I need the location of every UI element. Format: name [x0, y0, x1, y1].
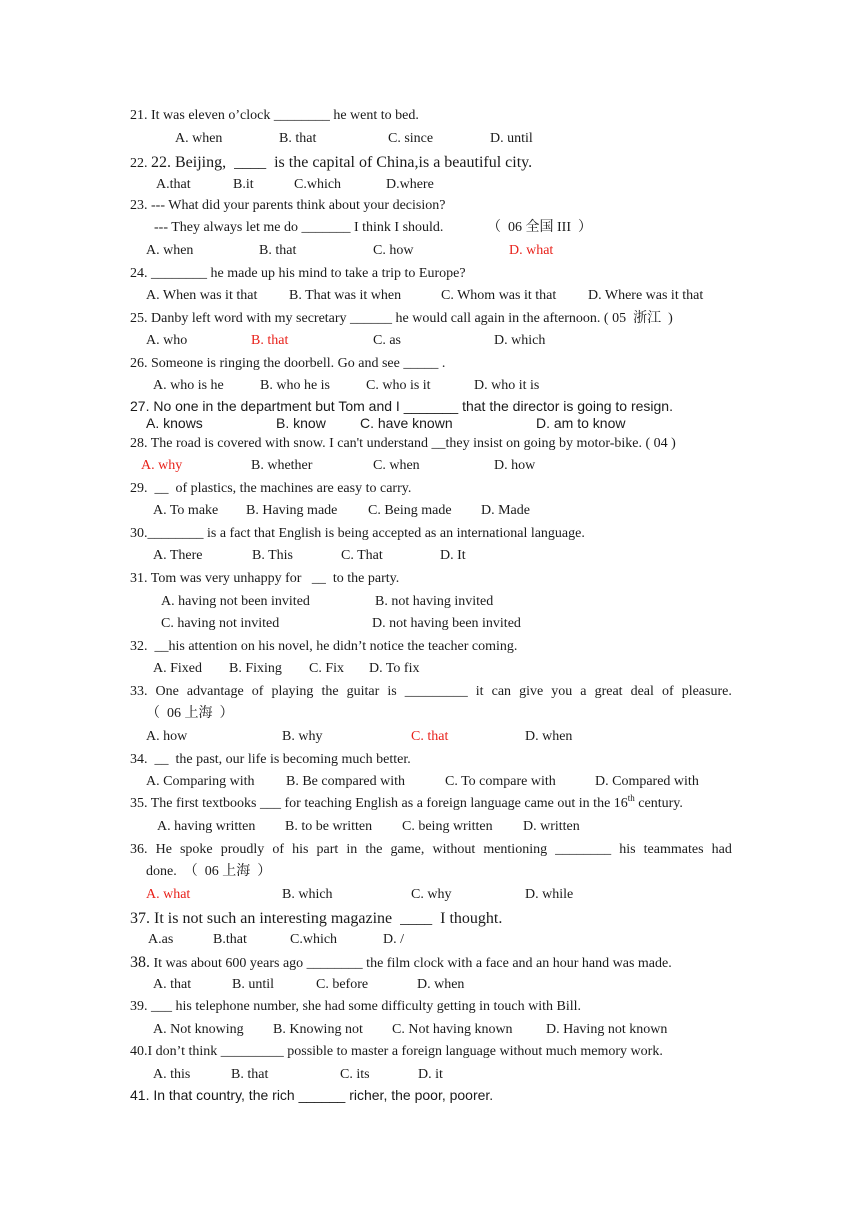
q24-option-a: A. When was it that: [146, 288, 258, 303]
question-37: 37. It is not such an interesting magazine ____ I thought.: [130, 910, 503, 927]
q33-option-b: B. why: [282, 729, 323, 744]
q35-stem: 35. The first textbooks ___ for teaching English as a foreign language came out in the 16: [130, 796, 628, 811]
q36-word: teammates: [643, 842, 704, 857]
q30-option-a: A. There: [153, 548, 203, 563]
q36-word: had: [711, 842, 732, 857]
q21-option-a: A. when: [175, 131, 223, 146]
question-24: 24. ________ he made up his mind to take a trip to Europe?: [130, 266, 466, 281]
q36-option-d: D. while: [525, 887, 574, 902]
q35-superscript: th: [627, 793, 635, 803]
q23-option-c: C. how: [373, 243, 414, 258]
q38-option-c: C. before: [316, 977, 369, 992]
q36-word: 36.: [130, 842, 148, 857]
question-38: [130, 955, 672, 971]
q22-stem: 22. Beijing, ____ is the capital of China,is a beautiful city.: [151, 154, 533, 171]
q33-word: 33.: [130, 684, 148, 699]
q32-option-d: D. To fix: [369, 661, 420, 676]
question-22: 22. 22. Beijing, ____ is the capital of China,is a beautiful city.: [130, 154, 533, 171]
q39-option-d: D. Having not known: [546, 1022, 668, 1037]
question-23: 23. --- What did your parents think about your decision?: [130, 198, 446, 213]
q30-option-b: B. This: [252, 548, 293, 563]
q24-option-b: B. That was it when: [289, 288, 402, 303]
q33-word: is: [387, 684, 397, 699]
q39-option-b: B. Knowing not: [273, 1022, 363, 1037]
q33-word: of: [251, 684, 264, 699]
question-23-line2: --- They always let me do _______ I think I should.: [154, 220, 444, 235]
q27-option-c: C. have known: [360, 415, 453, 431]
question-25: 25. Danby left word with my secretary ______ he would call again in the afternoon. ( 05 浙江 ): [130, 311, 673, 326]
q33-word: great: [594, 684, 623, 699]
q39-option-c: C. Not having known: [392, 1022, 513, 1037]
q38-option-b: B. until: [232, 977, 275, 992]
question-30: 30.________ is a fact that English is being accepted as an international language.: [130, 526, 585, 541]
q40-option-b: B. that: [231, 1067, 269, 1082]
q36-word: without: [432, 842, 476, 857]
q32-option-c: C. Fix: [309, 661, 345, 676]
q35-option-a: A. having written: [157, 819, 256, 834]
q36-word: proudly: [220, 842, 265, 857]
question-21: 21. It was eleven o’clock ________ he went to bed.: [130, 108, 419, 123]
q24-option-c: C. Whom was it that: [441, 288, 557, 303]
q33-option-a: A. how: [146, 729, 188, 744]
q35-option-c: C. being written: [402, 819, 493, 834]
q21-option-b: B. that: [279, 131, 317, 146]
q36-word: game,: [390, 842, 425, 857]
q36-word: spoke: [179, 842, 213, 857]
q26-option-d: D. who it is: [474, 378, 540, 393]
q36-word: in: [346, 842, 358, 857]
q36-word: his: [619, 842, 636, 857]
q31-option-b: B. not having invited: [375, 594, 494, 609]
q38-stem: It was about 600 years ago ________ the film clock with a face and an hour hand was made.: [150, 956, 672, 971]
q27-option-d: D. am to know: [536, 415, 626, 431]
q40-option-c: C. its: [340, 1067, 370, 1082]
q33-option-d: D. when: [525, 729, 573, 744]
q27-option-a: A. knows: [146, 415, 203, 431]
q22-option-b: B.it: [233, 177, 254, 192]
q33-word: it: [475, 684, 484, 699]
question-39: 39. ___ his telephone number, she had some difficulty getting in touch with Bill.: [130, 999, 582, 1014]
q36-option-a-answer: A. what: [146, 887, 191, 902]
q33-word: guitar: [346, 684, 380, 699]
q28-option-a-answer: A. why: [141, 458, 183, 473]
question-40: 40.I don’t think _________ possible to master a foreign language without much memory work.: [130, 1044, 663, 1059]
q33-word: you: [551, 684, 573, 699]
question-33: [130, 685, 732, 699]
q33-word: a: [580, 684, 587, 699]
q22-option-a: A.that: [156, 177, 191, 192]
q25-option-d: D. which: [494, 333, 546, 348]
q30-option-c: C. That: [341, 548, 383, 563]
q26-option-b: B. who he is: [260, 378, 330, 393]
q31-option-a: A. having not been invited: [161, 594, 310, 609]
q32-option-b: B. Fixing: [229, 661, 282, 676]
q21-option-c: C. since: [388, 131, 434, 146]
q36-word: He: [155, 842, 172, 857]
q26-option-c: C. who is it: [366, 378, 431, 393]
q28-option-d: D. how: [494, 458, 536, 473]
q25-option-a: A. who: [146, 333, 188, 348]
q36-word: the: [365, 842, 383, 857]
question-26: 26. Someone is ringing the doorbell. Go and see _____ .: [130, 356, 446, 371]
question-36: [130, 843, 732, 857]
question-28: 28. The road is covered with snow. I can't understand __they insist on going by motor-bike. ( 04 ): [130, 436, 676, 451]
question-36-line2: done. （ 06 上海 ）: [146, 864, 272, 879]
q40-option-a: A. this: [153, 1067, 191, 1082]
question-29: 29. __ of plastics, the machines are easy to carry.: [130, 481, 412, 496]
q36-word: part: [316, 842, 339, 857]
q33-word: give: [519, 684, 544, 699]
question-32: 32. __his attention on his novel, he didn’t notice the teacher coming.: [130, 639, 518, 654]
q35-option-d: D. written: [523, 819, 580, 834]
question-23-source: （ 06 全国 III ）: [487, 220, 592, 235]
q33-word: deal: [630, 684, 654, 699]
question-35: [130, 793, 683, 811]
q30-option-d: D. It: [440, 548, 466, 563]
q37-option-c: C.which: [290, 932, 338, 947]
q22-option-c: C.which: [294, 177, 342, 192]
question-41: 41. In that country, the rich ______ richer, the poor, poorer.: [130, 1087, 494, 1103]
q34-option-d: D. Compared with: [595, 774, 699, 789]
q33-word: pleasure.: [681, 684, 732, 699]
q37-option-d: D. /: [383, 932, 404, 947]
q34-option-b: B. Be compared with: [286, 774, 405, 789]
q37-option-a: A.as: [148, 932, 174, 947]
q29-option-c: C. Being made: [368, 503, 452, 518]
q36-option-b: B. which: [282, 887, 333, 902]
q33-option-c-answer: C. that: [411, 729, 449, 744]
q34-option-a: A. Comparing with: [146, 774, 255, 789]
q31-option-c: C. having not invited: [161, 616, 280, 631]
q28-option-c: C. when: [373, 458, 420, 473]
q33-word: advantage: [186, 684, 244, 699]
q36-word: of: [272, 842, 285, 857]
q35-tail: century.: [634, 796, 683, 811]
q29-option-d: D. Made: [481, 503, 530, 518]
q33-word: the: [321, 684, 339, 699]
question-34: 34. __ the past, our life is becoming much better.: [130, 752, 411, 767]
q23-option-d-answer: D. what: [509, 243, 554, 258]
question-27: 27. No one in the department but Tom and I _______ that the director is going to resign.: [130, 398, 673, 414]
q37-option-b: B.that: [213, 932, 247, 947]
q27-option-b: B. know: [276, 415, 326, 431]
question-33-source: （ 06 上海 ）: [146, 706, 234, 721]
q29-option-b: B. Having made: [246, 503, 338, 518]
q36-word: his: [292, 842, 309, 857]
q25-option-b-answer: B. that: [251, 333, 289, 348]
question-31: 31. Tom was very unhappy for __ to the party.: [130, 571, 400, 586]
q33-blank: _________: [404, 684, 468, 699]
q38-option-a: A. that: [153, 977, 192, 992]
q36-option-c: C. why: [411, 887, 452, 902]
q24-option-d: D. Where was it that: [588, 288, 704, 303]
q35-option-b: B. to be written: [285, 819, 373, 834]
q40-option-d: D. it: [418, 1067, 443, 1082]
q36-blank: ________: [555, 842, 612, 857]
q38-number: 38.: [130, 954, 150, 971]
q31-option-d: D. not having been invited: [372, 616, 521, 631]
q21-option-d: D. until: [490, 131, 533, 146]
q29-option-a: A. To make: [153, 503, 219, 518]
q33-word: of: [661, 684, 674, 699]
q23-option-a: A. when: [146, 243, 194, 258]
q39-option-a: A. Not knowing: [153, 1022, 244, 1037]
q38-option-d: D. when: [417, 977, 465, 992]
q26-option-a: A. who is he: [153, 378, 224, 393]
q33-word: can: [491, 684, 512, 699]
q28-option-b: B. whether: [251, 458, 313, 473]
q34-option-c: C. To compare with: [445, 774, 556, 789]
q33-word: One: [155, 684, 179, 699]
q33-word: playing: [271, 684, 314, 699]
q36-word: mentioning: [483, 842, 548, 857]
q23-option-b: B. that: [259, 243, 297, 258]
q22-option-d: D.where: [386, 177, 434, 192]
q25-option-c: C. as: [373, 333, 401, 348]
q32-option-a: A. Fixed: [153, 661, 202, 676]
